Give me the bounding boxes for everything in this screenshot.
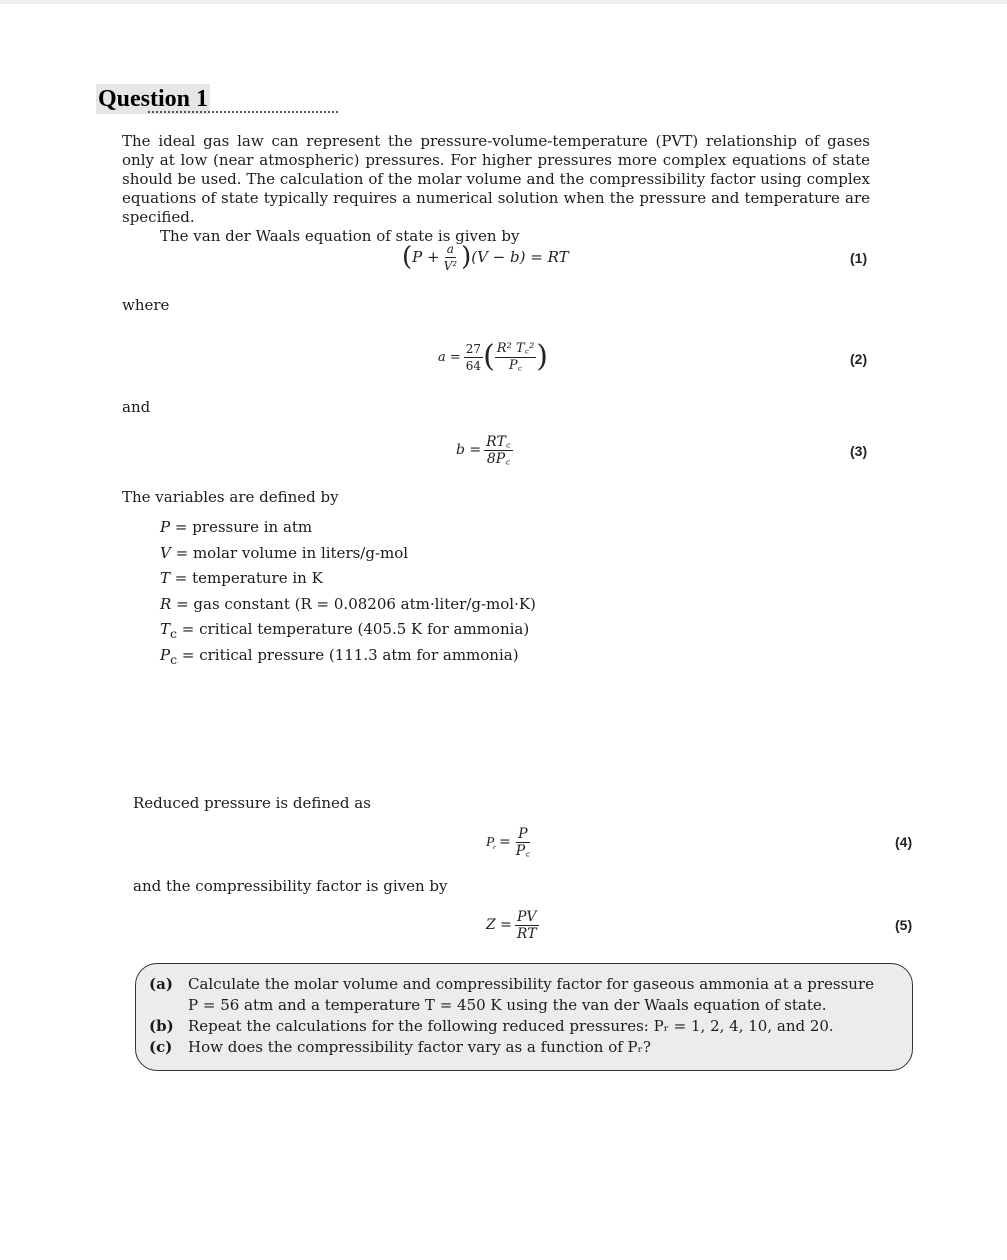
vdw-rhs: (V − b) = RT <box>471 248 569 266</box>
variables-intro: The variables are defined by <box>122 488 339 506</box>
equation-number-4: (4) <box>895 834 913 850</box>
label-and: and <box>122 398 151 416</box>
variable-row: $P_c$ = critical pressure (111.3 atm for ammonia) <box>160 645 519 667</box>
b-den: 8P꜀ <box>486 450 510 467</box>
tasks-box <box>135 963 913 1071</box>
pr-num: P <box>518 825 528 842</box>
variable-row: P = pressure in atm <box>160 518 313 536</box>
question-title: Question 1 <box>98 86 209 112</box>
z-lhs: Z = <box>486 917 512 933</box>
a-num: R² T꜀² <box>496 340 535 356</box>
page-top-edge <box>0 0 1007 4</box>
compressibility-intro: and the compressibility factor is given by <box>133 877 448 895</box>
a-coef-num: 27 <box>465 341 482 356</box>
intro-text <box>122 132 870 246</box>
a-den: P꜀ <box>508 357 523 373</box>
equation-number-2: (2) <box>850 351 868 367</box>
underline-artifact <box>148 111 338 115</box>
task-b-text: Repeat the calculations for the following reduced pressures: Pᵣ = 1, 2, 4, 10, and 20. <box>188 1017 834 1035</box>
pr-den: P꜀ <box>515 842 530 859</box>
z-num: PV <box>516 908 537 925</box>
variable-row: R = gas constant (R = 0.08206 atm·liter/g-mol·K) <box>160 594 536 613</box>
equation-a: a = $\frac{27}{64}$ ( $\frac{\text{R² T꜀²}}{P꜀}$ ) <box>438 339 549 374</box>
equation-number-5: (5) <box>895 917 913 933</box>
task-label-c: (c) <box>149 1038 173 1056</box>
task-a-line1: Calculate the molar volume and compressibility factor for gaseous ammonia at a pressure <box>188 975 875 993</box>
intro-paragraph: The ideal gas law can represent the pressure-volume-temperature (PVT) relationship of gases only at low (near atmospheric) pressures. For higher pressures more complex equations of state should be used. The calculation of the molar volume and the compressibility factor using complex equations of state typically requires a numerical solution when the pressure and temperature are specified. <box>122 132 870 226</box>
intro-line-vdw: The van der Waals equation of state is given by <box>160 227 520 245</box>
variable-row: V = molar volume in liters/g-mol <box>160 543 409 562</box>
equation-number-3: (3) <box>850 443 868 459</box>
label-where: where <box>122 296 170 314</box>
task-a-line2: P = 56 atm and a temperature T = 450 K using the van der Waals equation of state. <box>188 996 827 1014</box>
z-den: RT <box>516 925 537 942</box>
task-label-a: (a) <box>149 975 173 993</box>
task-label-b: (b) <box>149 1017 174 1035</box>
reduced-pressure-intro: Reduced pressure is defined as <box>133 794 371 812</box>
equation-z <box>486 903 539 947</box>
b-num: RT꜀ <box>486 433 511 450</box>
variable-row: $T_c$ = critical temperature (405.5 K for ammonia) <box>160 620 530 642</box>
equation-vdw: ( P + $\frac{a}{\text{V²}}$ ) (V − b) = RT <box>402 241 569 273</box>
task-c-text: How does the compressibility factor vary as a function of Pᵣ? <box>188 1038 651 1056</box>
equation-b <box>456 428 513 472</box>
b-lhs: b = <box>456 442 482 458</box>
a-lhs: a = <box>438 349 461 365</box>
equation-number-1: (1) <box>850 250 868 266</box>
pr-lhs: P᷊ = <box>486 833 511 850</box>
variable-row: T = temperature in K <box>160 569 323 588</box>
a-coef-den: 64 <box>465 358 482 373</box>
variable-definitions <box>160 515 536 669</box>
equation-pr <box>486 820 532 864</box>
